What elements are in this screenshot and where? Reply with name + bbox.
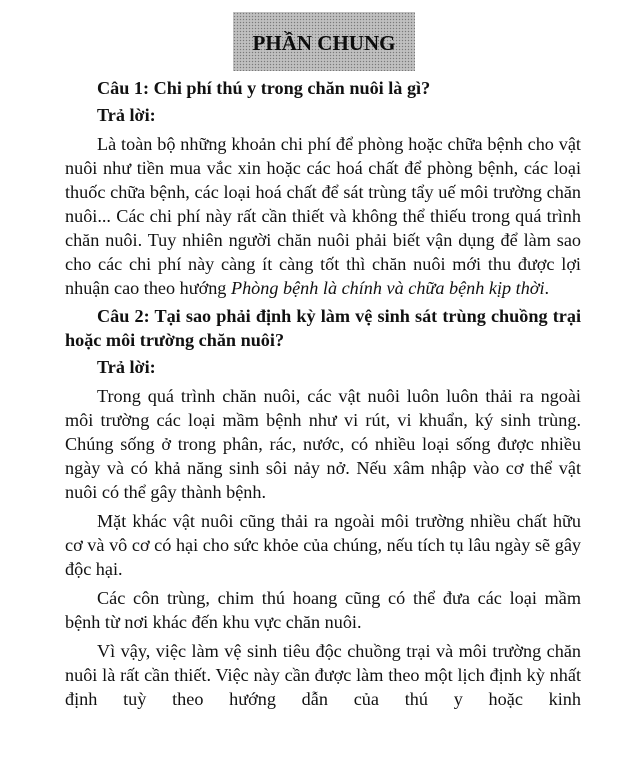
answer-2-paragraph-1: Trong quá trình chăn nuôi, các vật nuôi luôn luôn thải ra ngoài môi trường các loại mầm bệnh như vi rút, vi khuẩn, ký sinh trùng. Chúng sống ở trong phân, rác, nước, có nhiều loại sống được nhiều ngày và có khả năng sinh sôi nảy nở. Nếu xâm nhập vào cơ thể vật nuôi có thể gây thành bệnh.	[65, 386, 581, 502]
answer-1-text: Là toàn bộ những khoản chi phí để phòng hoặc chữa bệnh cho vật nuôi như tiền mua vắc xin hoặc các hoá chất để phòng bệnh, các loại thuốc chữa bệnh, các loại hoá chất để sát trùng tẩy uế môi trường chăn nuôi... Các chi phí này rất cần thiết và không thể thiếu trong quá trình chăn nuôi. Tuy nhiên người chăn nuôi phải biết vận dụng để làm sao cho các chi phí này càng ít càng tốt thì chăn nuôi mới thu được lợi nhuận cao theo hướng	[65, 134, 581, 298]
section-header-box	[233, 12, 415, 71]
answer-label-1: Trả lời:	[97, 105, 156, 125]
section-title: PHẦN CHUNG	[252, 31, 396, 55]
answer-2-paragraph-3: Các côn trùng, chim thú hoang cũng có thể đưa các loại mầm bệnh từ nơi khác đến khu vực chăn nuôi.	[65, 588, 581, 632]
answer-2-paragraph-4: Vì vậy, việc làm vệ sinh tiêu độc chuồng trại và môi trường chăn nuôi là rất cần thiết. Việc này cần được làm theo một lịch định kỳ nhất định tuỳ theo hướng dẫn của thú y hoặc kinh	[65, 641, 581, 709]
answer-1-paragraph	[65, 132, 581, 300]
answer-2-paragraph-2: Mặt khác vật nuôi cũng thải ra ngoài môi trường nhiều chất hữu cơ và vô cơ có hại cho sức khỏe của chúng, nếu tích tụ lâu ngày sẽ gây độc hại.	[65, 511, 581, 579]
question-1: Câu 1: Chi phí thú y trong chăn nuôi là gì?	[97, 78, 431, 98]
answer-1-italic-phrase: Phòng bệnh là chính và chữa bệnh kịp thời	[230, 278, 545, 298]
page-content	[65, 76, 581, 711]
question-2: Câu 2: Tại sao phải định kỳ làm vệ sinh sát trùng chuồng trại hoặc môi trường chăn nuôi?	[65, 306, 581, 350]
answer-1-text-end: .	[544, 278, 550, 298]
answer-label-2: Trả lời:	[97, 357, 156, 377]
